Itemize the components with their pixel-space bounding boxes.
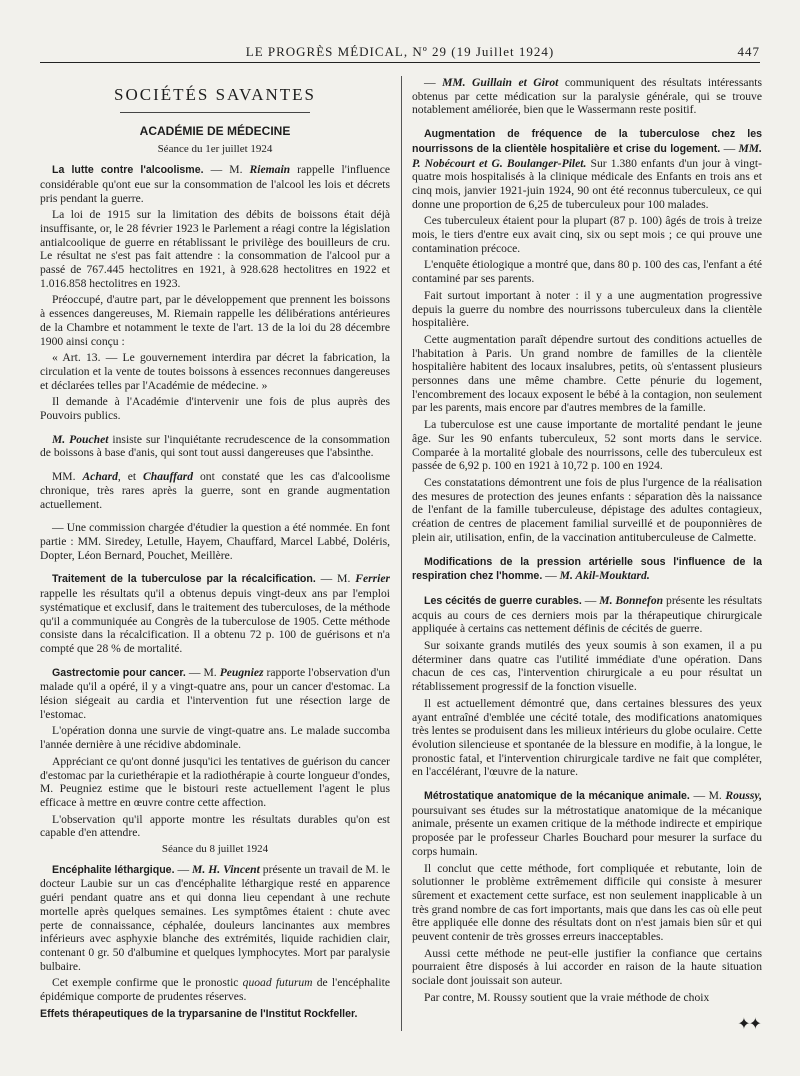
running-header [40, 40, 760, 63]
paragraph: Fait surtout important à noter : il y a une augmentation progressive depuis la guerre du nombre des nourrissons tuberculeux dans la clientèle hospitalière. [412, 288, 762, 330]
paragraph: Ces constatations démontrent une fois de plus l'urgence de la réalisation des mesures de protection des jeunes enfants : séparation dès la naissance de l'enfant de la famille tuberculeuse, dépistage des adultes contagieux, création de centres de placement familial surveillé et de pouponnières de plein air, utilisation, enfin, de la vaccination antituberculeuse de Calmette. [412, 475, 762, 544]
paragraph: — Une commission chargée d'étudier la question a été nommée. En font partie : MM. Siredey, Letulle, Hayem, Chauffard, Marcel Labbé, Doléris, Dopter, Léon Bernard, Pouchet, Meillère. [40, 521, 390, 562]
paragraph: La tuberculose est une cause importante de mortalité pendant le jeune âge. Sur les 90 enfants tuberculeux, 52 sont morts dans le service. Comparée à la mortalité globale des nourrissons, celle des tuberculeux est passée de 6,92 p. 100 en 1921 à 10,72 p. 100 en 1924. [412, 418, 762, 473]
paragraph: MM. Achard, et Chauffard ont constaté que les cas d'alcoolisme chronique, très rares après la guerre, sont en grande augmentation actuellement. [40, 470, 390, 511]
paragraph: Appréciant ce qu'ont donné jusqu'ici les tentatives de guérison du cancer d'estomac par la curiethérapie et la radiothérapie à courte longueur d'ondes, M. Peugniez estime que le bistouri reste actuellement l'agent le plus efficace à mettre en œuvre contre cette affection. [40, 754, 390, 809]
paragraph: Sur soixante grands mutilés des yeux soumis à son examen, il a pu déterminer dans quatre cas l'utilité immédiate d'une opération. Dans chacun de ces cas, l'intervention chirurgicale a eu pour résultat un rétablissement progressif de la fonction visuelle. [412, 639, 762, 694]
paragraph: Préoccupé, d'autre part, par le développement que prennent les boissons à essences dangereuses, M. Riemain rappelle les délibérations antérieures de la Chambre et notamment le texte de l'art. 13 de la loi du 28 décembre 1900 ainsi conçu : [40, 293, 390, 348]
paragraph: L'observation qu'il apporte montre les résultats durables qu'on est capable d'en attendre. [40, 812, 390, 840]
paragraph: Cette augmentation paraît dépendre surtout des conditions actuelles de l'habitation à Paris. Un grand nombre de familles de la clientèle hospitalière habitent des locaux insalubres, petits, où s'entassent plusieurs personnes dans une même chambre. Cette pénurie du logement, l'encombrement des locaux exposent le bébé à la contagion, non seulement par les parents, mais encore par d'autres membres de la famille. [412, 332, 762, 415]
paragraph: Aussi cette méthode ne peut-elle justifier la confiance que certains pourraient être disposés à lui accorder en raison de la haute situation sociale dont jouissait son auteur. [412, 946, 762, 988]
paragraph: — MM. Guillain et Girot communiquent des résultats intéressants obtenus par cette médication sur la paralysie générale, qui se trouve notablement améliorée, bien que le Wassermann reste positif. [412, 76, 762, 117]
column-divider [401, 76, 402, 1031]
paragraph: Ces tuberculeux étaient pour la plupart (87 p. 100) âgés de trois à treize mois, le tiers d'entre eux avait cinq, six ou sept mois ; ce qui prouve une contamination précoce. [412, 214, 762, 255]
author-name: M. H. Vincent [192, 862, 260, 876]
paragraph: L'opération donna une survie de vingt-quatre ans. Le malade succomba l'année dernière à une récidive abdominale. [40, 724, 390, 752]
paragraph: Par contre, M. Roussy soutient que la vraie méthode de choix [424, 990, 710, 1004]
article-heading: Traitement de la tuberculose par la récalcification. [52, 573, 316, 586]
author-name: Achard [82, 470, 118, 484]
author-name: MM. Guillain et Girot [442, 76, 559, 89]
right-column [412, 76, 762, 1036]
article-arterial-pressure: Modifications de la pression artérielle sous l'influence de la respiration chez l'homme. — M. Akil-Mouktard. [412, 555, 762, 583]
left-column [40, 76, 390, 1036]
article-heading: La lutte contre l'alcoolisme. [52, 164, 204, 177]
author-name: MM. P. Nobécourt et G. Boulanger-Pilet. [412, 141, 762, 170]
article-infant-tuberculosis: Augmentation de fréquence de la tuberculose chez les nourrissons de la clientèle hospitalière et crise du logement. — MM. P. Nobécourt et G. Boulanger-Pilet. Sur 1.380 enfants d'un jour à vingt-quatre mois hospitalisés à la clinique médicale des Enfants en trois ans et cinq mois, janvier 1921-juin 1924, 90 ont été reconnus tuberculeux, ce qui donne une proportion de 6,25 de tuberculeux pour 100 malades. [412, 128, 762, 211]
author-name: Roussy, [725, 789, 762, 803]
author-name: Peugniez [219, 665, 264, 679]
journal-title: LE PROGRÈS MÉDICAL, Nº 29 (19 Juillet 1924) [245, 44, 555, 59]
paragraph: M. Pouchet insiste sur l'inquiétante recrudescence de la consommation de boissons à base d'anis, qui sont tout aussi dangereuses que l'absinthe. [40, 432, 390, 460]
article-heading: Modifications de la pression artérielle sous l'influence de la respiration chez l'homme. [412, 555, 762, 583]
article-tuberculosis: Traitement de la tuberculose par la récalcification. — M. Ferrier rappelle les résultats qu'il a obtenus depuis vingt-deux ans par l'emploi systématique et exclusif, dans le traitement des tuberculoses, de la méthode qu'il a communiquée au Congrès de la tuberculose de 1905. Cette méthode consiste dans la récalcification. Il a obtenu 72 p. 100 de guérisons et n'a compté que 28 % de mortalité. [40, 572, 390, 655]
paragraph: Il demande à l'Académie d'intervenir une fois de plus auprès des Pouvoirs publics. [40, 395, 390, 423]
article-alcoholism: La lutte contre l'alcoolisme. — M. Riemain rappelle l'influence considérable qu'ont eue sur la consommation de l'alcool les lois et décrets pris pendant la guerre. [40, 163, 390, 205]
article-gastrectomy: Gastrectomie pour cancer. — M. Peugniez rapporte l'observation d'un malade qu'il a opéré, il y a vingt-quatre ans, pour un cancer d'estomac. La lésion siégeait au cardia et l'intervention fut une résection large de l'estomac. [40, 665, 390, 721]
session-date: Séance du 8 juillet 1924 [161, 843, 269, 856]
article-heading: Métrostatique anatomique de la mécanique animale. [424, 790, 690, 803]
paragraph: rappelle l'influence considérable qu'ont eue sur la consommation de l'alcool les lois et décrets pris pendant la guerre. [40, 163, 390, 205]
author-name: M. Akil-Mouktard. [559, 569, 650, 583]
author-name: Chauffard [143, 470, 194, 484]
article-metrostatics: Métrostatique anatomique de la mécanique animale. — M. Roussy, poursuivant ses études sur la métrostatique anatomique de la mécanique animale, présente un examen critique de la méthode indirecte et empirique proposée par le professeur Charles Bouchard pour mesurer la surface du corps humain. [412, 789, 762, 858]
session-date: Séance du 1er juillet 1924 [157, 143, 273, 156]
author-name: M. Pouchet [52, 432, 109, 446]
paragraph: « Art. 13. — Le gouvernement interdira par décret la fabrication, la circulation et la vente de toutes boissons à essences reconnues dangereuses et déclarées telles par l'Académie de médecine. » [40, 351, 390, 392]
author-name: M. Bonnefon [599, 593, 664, 607]
paragraph: La loi de 1915 sur la limitation des débits de boissons était déjà insuffisante, or, le 28 février 1923 le Parlement a réagi contre la législation antialcoolique de guerre en rétablissant le privilège des bouilleurs de cru. Le résultat ne s'est pas fait attendre : la consommation de l'alcool pur a passé de 767.445 hectolitres en 1921, à 928.628 hectolitres en 1922 et 1.016.858 hectolitres en 1923. [40, 208, 390, 290]
article-heading: Augmentation de fréquence de la tuberculose chez les nourrissons de la clientèle hospitalière et crise du logement. [412, 128, 762, 155]
paragraph: L'enquête étiologique a montré que, dans 80 p. 100 des cas, l'enfant a été contaminé par ses parents. [412, 258, 762, 286]
paragraph: Il conclut que cette méthode, fort compliquée et rebutante, loin de solutionner le problème extrêmement difficile qui consiste à mesurer sûrement et exactement cette surface, est non seulement inapplicable à un très grand nombre de cas fort importants, mais que dans les cas où elle peut être appliquée elle donne des résultats dont on n'est jamais bien sûr et qui peuvent contenir de très grosses erreurs inacceptables. [412, 861, 762, 944]
ornament-mark: ✦✦ [737, 1016, 760, 1033]
author-name: Riemain [249, 163, 291, 177]
section-title-rule [120, 112, 310, 113]
author-name: Ferrier [355, 572, 390, 586]
paragraph: Cet exemple confirme que le pronostic quoad futurum de l'encéphalite épidémique comporte de prudentes réserves. [40, 976, 390, 1004]
article-heading: Gastrectomie pour cancer. [52, 666, 186, 679]
article-encephalitis: Encéphalite léthargique. — M. H. Vincent présente un travail de M. le docteur Laubie sur un cas d'encéphalite léthargique resté en apparence guéri pendant quatre ans et qui donna lieu cependant à une rechute mortelle après quelques semaines. Les symptômes étaient : chute avec perte de connaissance, céphalée, douleurs lancinantes aux membres inférieurs avec asphyxie blanche des extrémités, liquide rachidien clair, contenant 0 gr. 50 d'albumine et quelques lymphocytes. Mort par paralysie bulbaire. [40, 862, 390, 973]
article-heading: Les cécités de guerre curables. [424, 594, 582, 607]
paragraph: Il est actuellement démontré que, dans certaines blessures des yeux ayant entraîné d'emblée une cécité totale, des modifications anatomiques très lentes se produisent dans les milieux intérieurs du globe oculaire. Cette évolution silencieuse et spontanée de la blessure en modifie, à la longue, le pronostic fatal, et l'intervention chirurgicale tardive ne fait que compléter, en l'accélérant, l'œuvre de la nature. [412, 696, 762, 779]
article-heading: Effets thérapeutiques de la tryparsanine de l'Institut Rockfeller. [40, 1007, 358, 1020]
article-heading: Encéphalite léthargique. [52, 863, 175, 876]
academy-heading: ACADÉMIE DE MÉDECINE [139, 123, 291, 138]
page-number: 447 [737, 44, 760, 59]
article-war-blindness: Les cécités de guerre curables. — M. Bonnefon présente les résultats acquis au cours de ces derniers mois par la thérapeutique chirurgicale appliquée à certains cas nettement définis de cécités de guerre. [412, 593, 762, 636]
section-title: SOCIÉTÉS SAVANTES [114, 85, 316, 104]
